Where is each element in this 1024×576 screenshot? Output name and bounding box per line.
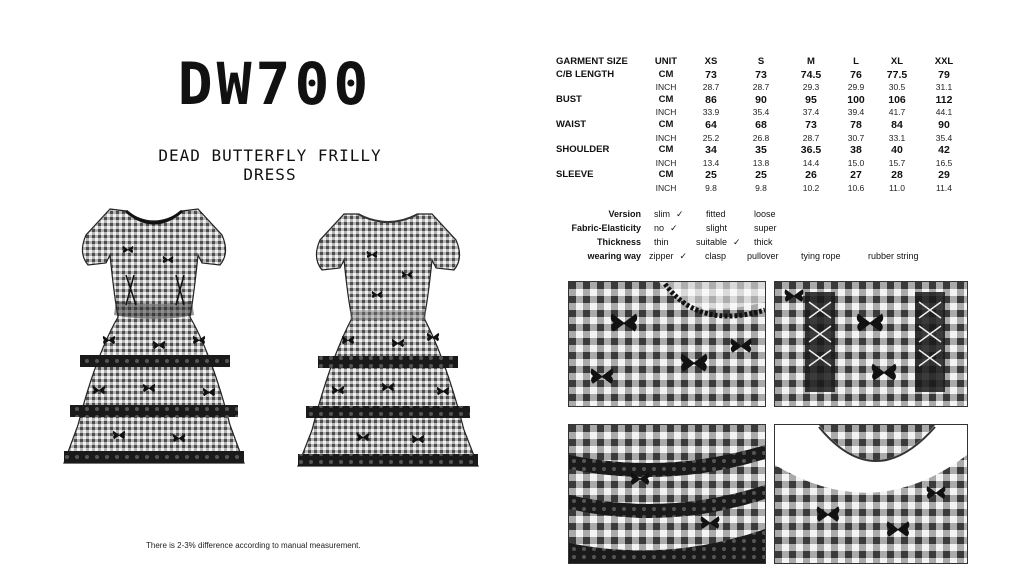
value-cm: 26 xyxy=(805,169,817,182)
value-inch: 25.2 xyxy=(702,132,720,143)
value-cm: 28 xyxy=(891,169,903,182)
value-inch: 28.7 xyxy=(752,82,770,93)
attribute-option-label: slim xyxy=(654,209,670,219)
value-inch: 30.5 xyxy=(888,82,906,93)
value-inch: 35.4 xyxy=(752,107,770,118)
value-cm: 100 xyxy=(847,93,865,106)
size-row-cm xyxy=(556,94,970,107)
header-size: XXL xyxy=(934,56,954,67)
value-cm: 64 xyxy=(705,118,717,131)
detail-photo-neckline xyxy=(568,281,766,407)
value-cm: 86 xyxy=(705,93,717,106)
value-cm: 38 xyxy=(850,144,862,157)
value-inch: 11.4 xyxy=(936,182,952,193)
unit-cm: CM xyxy=(658,118,674,130)
attribute-label: Thickness xyxy=(596,237,641,247)
value-cm: 25 xyxy=(755,169,767,182)
measurement-label-empty xyxy=(556,157,646,170)
attribute-option xyxy=(801,249,841,263)
attribute-option-label: slight xyxy=(706,223,728,233)
measurement-note: There is 2-3% difference according to manual measurement. xyxy=(146,541,361,550)
value-inch: 33.1 xyxy=(888,132,906,143)
value-inch: 9.8 xyxy=(705,182,717,193)
value-cm: 73 xyxy=(755,68,767,81)
attribute-label: wearing way xyxy=(587,251,641,261)
attribute-option-label: rubber string xyxy=(868,251,919,261)
value-inch: 13.8 xyxy=(752,157,770,168)
attribute-option-label: pullover xyxy=(747,251,779,261)
value-inch: 10.6 xyxy=(847,182,865,193)
attribute-option xyxy=(654,207,684,221)
value-inch: 33.9 xyxy=(702,107,720,118)
header-unit: UNIT xyxy=(654,56,678,67)
value-inch: 11.0 xyxy=(889,182,905,193)
header-size: S xyxy=(757,56,765,67)
unit-cm: CM xyxy=(658,169,674,181)
value-inch: 16.5 xyxy=(935,157,953,168)
size-table-header xyxy=(556,56,970,69)
size-row-inch xyxy=(556,182,970,195)
value-inch: 41.7 xyxy=(888,107,906,118)
attribute-option xyxy=(754,235,773,249)
value-cm: 73 xyxy=(705,68,717,81)
detail-photo-hem-lace xyxy=(568,424,766,564)
unit-cm: CM xyxy=(658,68,674,80)
size-row-inch xyxy=(556,81,970,94)
attribute-option xyxy=(868,249,919,263)
value-cm: 106 xyxy=(888,93,906,106)
attribute-option xyxy=(747,249,779,263)
attribute-option xyxy=(649,249,687,263)
value-inch: 35.4 xyxy=(935,132,953,143)
size-row-inch xyxy=(556,157,970,170)
value-cm: 34 xyxy=(705,144,717,157)
attribute-option-label: tying rope xyxy=(801,251,841,261)
value-cm: 77.5 xyxy=(886,68,908,81)
size-row-inch xyxy=(556,132,970,145)
header-label: GARMENT SIZE xyxy=(556,56,628,67)
header-size: XS xyxy=(704,56,718,67)
value-inch: 28.7 xyxy=(702,82,720,93)
unit-inch: INCH xyxy=(655,182,677,193)
value-inch: 15.0 xyxy=(847,157,865,168)
attribute-option xyxy=(654,235,669,249)
unit-inch: INCH xyxy=(655,107,677,118)
check-icon: ✓ xyxy=(670,223,678,233)
value-inch: 30.7 xyxy=(847,132,865,143)
attribute-label: Fabric-Elasticity xyxy=(571,223,641,233)
attribute-option xyxy=(705,249,726,263)
value-inch: 44.1 xyxy=(935,107,953,118)
attribute-option xyxy=(754,221,777,235)
unit-inch: INCH xyxy=(655,82,677,93)
attribute-option xyxy=(754,207,776,221)
value-cm: 36.5 xyxy=(800,144,822,157)
size-row-cm xyxy=(556,169,970,182)
value-cm: 42 xyxy=(938,144,950,157)
check-icon: ✓ xyxy=(733,237,741,247)
value-cm: 90 xyxy=(755,93,767,106)
measurement-label-empty xyxy=(556,81,646,94)
measurement-label: BUST xyxy=(556,93,582,105)
value-inch: 31.1 xyxy=(935,82,953,93)
value-inch: 14.4 xyxy=(802,157,820,168)
value-cm: 27 xyxy=(850,169,862,182)
attribute-option-label: no xyxy=(654,223,665,233)
unit-inch: INCH xyxy=(655,157,677,168)
attribute-option-label: thick xyxy=(754,237,773,247)
size-row-cm xyxy=(556,69,970,82)
detail-photo-back-neck xyxy=(774,424,968,564)
measurement-label-empty xyxy=(556,132,646,145)
size-row-cm xyxy=(556,144,970,157)
value-inch: 39.4 xyxy=(847,107,865,118)
value-inch: 10.2 xyxy=(802,182,820,193)
unit-cm: CM xyxy=(658,144,674,156)
header-size: XL xyxy=(890,56,904,67)
value-inch: 13.4 xyxy=(702,157,720,168)
attribute-option-label: suitable xyxy=(696,237,728,247)
value-inch: 29.9 xyxy=(847,82,865,93)
value-inch: 26.8 xyxy=(752,132,770,143)
measurement-label-empty xyxy=(556,182,646,195)
product-name: DEAD BUTTERFLY FRILLY DRESS xyxy=(158,146,382,184)
measurement-label: C/B LENGTH xyxy=(556,68,615,80)
value-cm: 76 xyxy=(850,68,862,81)
value-cm: 35 xyxy=(755,144,767,157)
value-inch: 15.7 xyxy=(888,157,906,168)
unit-cm: CM xyxy=(658,93,674,105)
size-table xyxy=(556,56,970,195)
value-inch: 29.3 xyxy=(802,82,820,93)
attribute-option xyxy=(696,235,741,249)
measurement-label: SHOULDER xyxy=(556,144,610,156)
value-cm: 25 xyxy=(705,169,717,182)
check-icon: ✓ xyxy=(679,251,688,261)
value-cm: 74.5 xyxy=(800,68,822,81)
value-inch: 9.8 xyxy=(755,182,767,193)
attribute-option xyxy=(654,221,678,235)
value-cm: 112 xyxy=(935,93,953,106)
attribute-option-label: clasp xyxy=(705,251,727,261)
size-row-inch xyxy=(556,106,970,119)
value-inch: 28.7 xyxy=(802,132,820,143)
product-code: DW700 xyxy=(177,50,373,118)
attribute-option-label: thin xyxy=(654,237,669,247)
value-cm: 84 xyxy=(891,118,903,131)
attribute-label: Version xyxy=(608,209,641,219)
attribute-option-label: fitted xyxy=(706,209,726,219)
attribute-option-label: zipper xyxy=(649,251,674,261)
measurement-label: SLEEVE xyxy=(556,169,594,181)
dress-front-photo xyxy=(62,205,246,471)
value-cm: 40 xyxy=(891,144,903,157)
value-cm: 78 xyxy=(850,118,862,131)
attribute-option xyxy=(706,207,726,221)
value-inch: 37.4 xyxy=(802,107,820,118)
header-size: M xyxy=(807,56,815,67)
attribute-option xyxy=(706,221,727,235)
value-cm: 73 xyxy=(805,118,817,131)
detail-photo-lacing xyxy=(774,281,968,407)
dress-back-photo xyxy=(296,210,480,472)
measurement-label: WAIST xyxy=(556,118,587,130)
value-cm: 79 xyxy=(938,68,950,81)
unit-inch: INCH xyxy=(655,132,677,143)
check-icon: ✓ xyxy=(676,209,684,219)
measurement-label-empty xyxy=(556,106,646,119)
size-row-cm xyxy=(556,119,970,132)
header-size: L xyxy=(853,56,859,67)
value-cm: 95 xyxy=(805,93,817,106)
value-cm: 29 xyxy=(938,169,950,182)
attribute-option-label: loose xyxy=(754,209,776,219)
value-cm: 90 xyxy=(938,118,950,131)
value-cm: 68 xyxy=(755,118,767,131)
attribute-option-label: super xyxy=(754,223,777,233)
